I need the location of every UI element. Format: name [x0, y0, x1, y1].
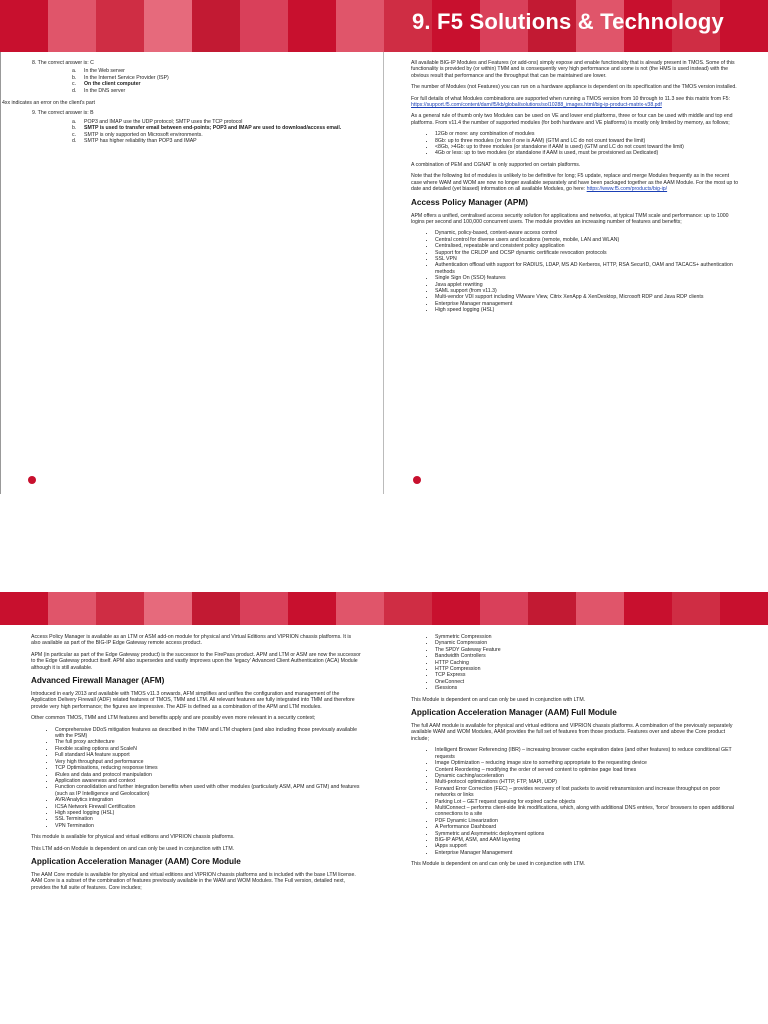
- apm-feature-list: [411, 230, 741, 313]
- section-heading-apm: Access Policy Manager (APM): [411, 197, 528, 207]
- option-text: In the DNS server: [84, 87, 126, 94]
- list-item: • Authentication offload with support for RADIUS, LDAP, MS AD Kerberos, HTTP, RSA SecurID, OAM and TACACS+ authentication methods: [435, 262, 741, 275]
- book-spread-bottom: [0, 592, 768, 1024]
- list-item: • TCP Optimisations, reducing response times: [55, 765, 361, 771]
- list-item: • BIG-IP APM, ASM, and AAM layering: [435, 837, 741, 843]
- left-page-content: [31, 634, 361, 896]
- page-number-marker-right: [413, 476, 421, 484]
- question-9-label: 9. The correct answer is: B: [32, 110, 94, 117]
- list-item: • Very high throughput and performance: [55, 759, 361, 765]
- question-9-options: [22, 119, 372, 145]
- paragraph: For full details of what Modules combinations are supported when running a TMOS version from 10 through to 11.3 see this matrix from F5: https://support.f5.com/content/dam/f5/kb/global/solutions/sol10288_images.html/big-ip-product-matrix-v38.pdf: [411, 95, 730, 109]
- list-item: • iSessions: [435, 685, 741, 691]
- list-item: • 12Gb or more: any combination of modules: [435, 131, 741, 137]
- list-item: • OneConnect: [435, 679, 741, 685]
- option-letter: b.: [72, 125, 77, 132]
- list-item: • Function consolidation and further integration benefits when used with other modules (particularly ASM, APM and GTM) and features (such as IP Intelligence and Geolocation): [55, 784, 361, 797]
- paragraph: The AAM Core module is available for physical and virtual editions and VIPRION chassis platforms and is included with the base LTM license. AAM Core is a subset of the combination of features previously available in the WAM and WOM Modules. The Full version, detailed next, provides the full suite of features. Core includes;: [31, 871, 356, 891]
- list-item: • Dynamic Compression: [435, 640, 741, 646]
- list-item: • Dynamic caching/acceleration: [435, 773, 741, 779]
- question-8-options: [22, 68, 372, 94]
- paragraph: Access Policy Manager is available as an LTM or ASM add-on module for physical and Virtual Editions and VIPRION chassis platforms. It is also available as part of the BIG-IP Edge Gateway remote access product.: [31, 634, 352, 647]
- header-band: [0, 592, 768, 625]
- list-item: • Flexible scaling options and ScaleN: [55, 746, 361, 752]
- option-letter: b.: [72, 74, 77, 81]
- list-item: • Enterprise Manager Management: [435, 850, 741, 856]
- products-link[interactable]: https://www.f5.com/products/big-ip/: [586, 186, 668, 193]
- paragraph: All available BIG-IP Modules and Features (or add-ons) simply expose and enable functionality that is already present in TMOS. Some of this functionality is provided by (or within) TMM and is consequently very high performance and some is not (the HMS is used instead) with the obvious result that performance and the throughput that can be maintained are lower.: [411, 60, 735, 79]
- list-item: • Symmetric Compression: [435, 634, 741, 640]
- list-item: • iApps support: [435, 843, 741, 849]
- list-item: • 8Gb: up to three modules (or two if one is AAM) (GTM and LC do not count toward the limit): [435, 138, 741, 144]
- aam-core-feature-list: [411, 634, 741, 692]
- option-text: In the Web server: [84, 68, 125, 75]
- list-item: • Multi-vendor VDI support including VMware View, Citrix XenApp & XenDesktop, Microsoft RDP and Java RDP clients: [435, 294, 741, 300]
- option-text: In the Internet Service Provider (ISP): [84, 74, 169, 81]
- option-text: On the client computer: [84, 81, 141, 88]
- section-heading-aam-core: Application Acceleration Manager (AAM) Core Module: [31, 856, 241, 866]
- list-item: • MultiConnect – performs client-side link modifications, which, along with additional DNS entries, 'force' browsers to open additional connections to a site: [435, 805, 741, 818]
- paragraph: Other common TMOS, TMM and LTM features and benefits apply and are possibly even more relevant in a security context;: [31, 715, 316, 722]
- page-number-marker-left: [28, 476, 36, 484]
- chapter-title: 9. F5 Solutions & Technology: [412, 9, 724, 34]
- answer-option: [46, 88, 372, 94]
- list-item: • High speed logging (HSL): [55, 810, 361, 816]
- list-item: • Java applet rewriting: [435, 282, 741, 288]
- option-letter: d.: [72, 138, 77, 145]
- option-letter: d.: [72, 87, 77, 94]
- memory-list: [411, 131, 741, 157]
- option-text: SMTP is used to transfer email between end-points; POP3 and IMAP are used to download/access email.: [84, 125, 342, 132]
- list-item: • Comprehensive DDoS mitigation features as described in the TMM and LTM chapters (and also including those previously available with the PSM): [55, 727, 361, 740]
- matrix-link[interactable]: https://support.f5.com/content/dam/f5/kb/global/solutions/sol10288_images.html/big-ip-product-matrix-v38.pdf: [411, 102, 662, 109]
- paragraph: This Module is dependent on and can only be used in conjunction with LTM.: [411, 861, 586, 868]
- option-letter: a.: [72, 68, 77, 75]
- list-item: • Bandwidth Controllers: [435, 653, 741, 659]
- answer-option: [46, 138, 372, 144]
- paragraph: This module is available for physical and virtual editions and VIPRION chassis platforms.: [31, 834, 235, 841]
- page-gutter: [383, 52, 386, 494]
- option-letter: c.: [72, 81, 77, 88]
- option-letter: c.: [72, 131, 77, 138]
- paragraph: Note that the following list of modules is unlikely to be definitive for long; F5 update, replace and merge Modules frequently as in the recent case where WAM and WOM are now no longer available separately and have been packaged together as the AAM Module. For the most up to date and detailed (yet biased) information on all available Modules, go here: https://www.f5.com/products/big-ip/: [411, 173, 739, 193]
- list-item: • Enterprise Manager management: [435, 301, 741, 307]
- list-item: • VPN Termination: [55, 823, 361, 829]
- list-item: • Image Optimization – reducing image size to something appropriate to the requesting device: [435, 760, 741, 766]
- right-page-content: [411, 60, 741, 319]
- list-item: • Intelligent Browser Referencing (IBR) – increasing browser cache expiration dates (and other features) to reduce conditional GET requests: [435, 747, 741, 760]
- aam-full-feature-list: [411, 747, 741, 856]
- option-text: POP3 and IMAP use the UDP protocol; SMTP uses the TCP protocol: [84, 118, 243, 125]
- left-page-content: [2, 60, 372, 149]
- section-heading-afm: Advanced Firewall Manager (AFM): [31, 676, 165, 686]
- list-item: • ICSA Network Firewall Certification: [55, 804, 361, 810]
- list-item: • Multi-protocol optimizations (HTTP, FTP, MAPI, UDP): [435, 779, 741, 785]
- answer-note: 4xx indicates an error on the client's part: [2, 100, 95, 107]
- list-item: • Symmetric and Asymmetric deployment options: [435, 831, 741, 837]
- list-item: • SSL Termination: [55, 816, 361, 822]
- paragraph: APM (in particular as part of the Edge Gateway product) is the successor to the FirePass product. APM and LTM or ASM are now the successor to the Edge Gateway product itself. APM also supersedes and vastly improves upon the 'legacy' Advanced Client Authentication (ACA) Module although it is still available.: [31, 651, 361, 671]
- list-item: • Single Sign On (SSO) features: [435, 275, 741, 281]
- list-item: • The SPDY Gateway Feature: [435, 647, 741, 653]
- list-item: • Content Reordering – modifying the order of served content to optimise page load times: [435, 767, 741, 773]
- list-item: • Full standard HA feature support: [55, 752, 361, 758]
- list-item: • SAML support (from v11.3): [435, 288, 741, 294]
- book-spread-top: [0, 0, 768, 494]
- paragraph: Introduced in early 2013 and available with TMOS v11.3 onwards, AFM simplifies and unifies the configuration and management of the Application Delivery Firewall (ADF) related features of TMOS, TMM and LTM. All relevant features are fully integrated into TMM and therefore provide very high performance; the figures are impressive. The ADF is defined as a combination of the APM and LTM modules.: [31, 691, 355, 710]
- list-item: • <8Gb, >4Gb: up to three modules (or standalone if AAM is used) (GTM and LC do not count toward the limit): [435, 144, 741, 150]
- list-item: • Dynamic, policy-based, context-aware access control: [435, 230, 741, 236]
- list-item: • A Performance Dashboard: [435, 824, 741, 830]
- option-text: SMTP is only supported on Microsoft environments.: [84, 131, 203, 138]
- afm-feature-list: [31, 727, 361, 830]
- list-item: • HTTP Compression: [435, 666, 741, 672]
- list-item: • Application awareness and context: [55, 778, 361, 784]
- paragraph: A combination of PEM and CGNAT is only supported on certain platforms.: [411, 161, 581, 168]
- list-item: • Support for the CRLDP and OCSP dynamic certificate revocation protocols: [435, 250, 741, 256]
- list-item: • Forward Error Correction (FEC) – provides recovery of lost packets to avoid retransmission and increase throughput on poor networks or links: [435, 786, 741, 799]
- list-item: • iRules and data and protocol manipulation: [55, 772, 361, 778]
- list-item: • The full proxy architecture: [55, 739, 361, 745]
- option-text: SMTP has higher reliability than POP3 and IMAP: [84, 138, 197, 145]
- question-8-label: 8. The correct answer is: C: [32, 60, 94, 66]
- list-item: • High speed logging (HSL): [435, 307, 741, 313]
- paragraph: This LTM add-on Module is dependent on and can only be used in conjunction with LTM.: [31, 845, 235, 852]
- section-heading-aam-full: Application Acceleration Manager (AAM) Full Module: [411, 708, 617, 718]
- list-item: • HTTP Caching: [435, 660, 741, 666]
- paragraph: As a general rule of thumb only two Modules can be used on VE and lower end platforms, three or four can be used with middle and top end platforms. From v11.4 the number of supported modules (for both hardware and VE platforms) is mostly only limited by memory, as follows;: [411, 113, 733, 126]
- page-edge: [0, 52, 1, 494]
- paragraph: This Module is dependent on and can only be used in conjunction with LTM.: [411, 696, 586, 703]
- list-item: • Centralised, repeatable and consistent policy application: [435, 243, 741, 249]
- list-item: • PDF Dynamic Linearization: [435, 818, 741, 824]
- list-item: • AVR/Analytics integration: [55, 797, 361, 803]
- list-item: • Central control for diverse users and locations (remote, mobile, LAN and WLAN): [435, 237, 741, 243]
- paragraph: The number of Modules (not Features) you can run on a hardware appliance is dependent on its specification and the TMOS version installed.: [411, 84, 737, 91]
- paragraph: The full AAM module is available for physical and virtual editions and VIPRION chassis platforms. A combination of the previously separately available WAM and WOM Modules, AAM provides the full set of features from those products. Features over and above the Core product include;: [411, 723, 733, 742]
- option-letter: a.: [72, 118, 77, 125]
- list-item: • TCP Express: [435, 672, 741, 678]
- list-item: • Parking Lot – GET request queuing for expired cache objects: [435, 799, 741, 805]
- list-item: • 4Gb or less: up to two modules (or standalone if AAM is used, must be provisioned as Dedicated): [435, 150, 741, 156]
- right-page-content: [411, 634, 741, 873]
- list-item: • SSL VPN: [435, 256, 741, 262]
- paragraph: APM offers a unified, centralised access security solution for applications and networks, at typical TMM scale and performance: up to 1000 logins per second and 100,000 concurrent users. The module provides an increasing number of features and benefits;: [411, 212, 729, 225]
